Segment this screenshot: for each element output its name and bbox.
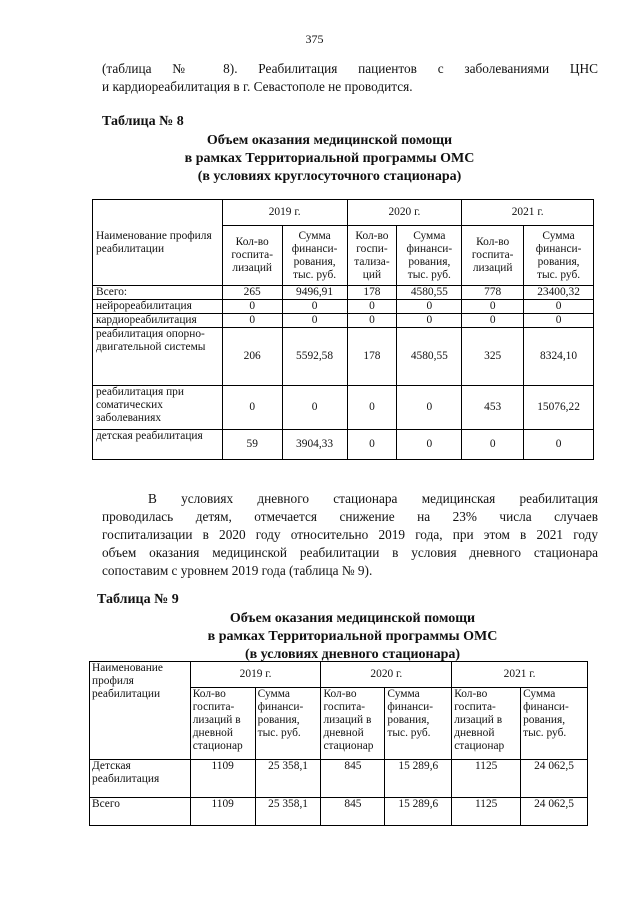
table9-col-count-2020: Кол-во госпита-лизаций в дневной стационар <box>321 688 385 760</box>
table-row: реабилитация при соматических заболеваниях 0 0 0 0 453 15076,22 <box>93 386 594 430</box>
table8-col-count-2019: Кол-во госпита-лизаций <box>222 226 282 286</box>
table9-year-2020: 2020 г. <box>321 662 452 688</box>
table-row: нейрореабилитация 0 0 0 0 0 0 <box>93 300 594 314</box>
intro-line-1: (таблица № 8). Реабилитация пациентов с заболеваниями ЦНС <box>102 61 598 76</box>
table9-year-2019: 2019 г. <box>190 662 321 688</box>
table9-label: Таблица № 9 <box>97 592 179 607</box>
table8-year-2019: 2019 г. <box>222 200 347 226</box>
middle-line-5: сопоставим с уровнем 2019 года (таблица № 9). <box>102 563 373 578</box>
table9-year-2021: 2021 г. <box>452 662 588 688</box>
table8-year-2021: 2021 г. <box>462 200 594 226</box>
table9-col-count-2019: Кол-во госпита-лизаций в дневной стационар <box>190 688 255 760</box>
table9-header-name: Наименование профиля реабилитации <box>90 662 191 760</box>
table-row: реабилитация опорно-двигательной системы 206 5592,58 178 4580,55 325 8324,10 <box>93 328 594 386</box>
table8-col-sum-2019: Сумма финанси-рования, тыс. руб. <box>282 226 347 286</box>
middle-line-1: В условиях дневного стационара медицинская реабилитация <box>148 491 599 506</box>
table8-title: Объем оказания медицинской помощи в рамках Территориальной программы ОМС (в условиях круглосуточного стационара) <box>184 133 475 184</box>
table8-col-sum-2021: Сумма финанси-рования, тыс. руб. <box>524 226 594 286</box>
middle-line-2: проводилась детям, отмечается снижение на 23% числа случаев <box>102 509 599 524</box>
table8 <box>92 199 594 460</box>
intro-paragraph <box>102 60 598 96</box>
table-row: детская реабилитация 59 3904,33 0 0 0 0 <box>93 430 594 460</box>
table-row: Всего 1109 25 358,1 845 15 289,6 1125 24 062,5 <box>90 798 588 826</box>
table-row: кардиореабилитация 0 0 0 0 0 0 <box>93 314 594 328</box>
table8-col-count-2021: Кол-во госпита-лизаций <box>462 226 524 286</box>
middle-line-3: госпитализации в 2020 году относительно 2019 года, при этом в 2021 году <box>102 527 599 542</box>
table8-header-name: Наименование профиля реабилитации <box>93 200 223 286</box>
table9 <box>89 661 588 826</box>
middle-paragraph <box>102 490 598 580</box>
table9-col-sum-2021: Сумма финанси-рования, тыс. руб. <box>521 688 588 760</box>
table9-col-sum-2019: Сумма финанси-рования, тыс. руб. <box>255 688 321 760</box>
middle-line-4: объем оказания медицинской реабилитации в условия дневного стационара <box>102 545 599 560</box>
table8-label: Таблица № 8 <box>102 114 184 129</box>
table8-col-count-2020: Кол-во госпи-тализа-ций <box>347 226 397 286</box>
table9-col-sum-2020: Сумма финанси-рования, тыс. руб. <box>385 688 452 760</box>
table9-col-count-2021: Кол-во госпита-лизаций в дневной стационар <box>452 688 521 760</box>
page-number: 375 <box>305 32 324 46</box>
table9-title: Объем оказания медицинской помощи в рамках Территориальной программы ОМС (в условиях дневного стационара) <box>207 611 498 662</box>
table8-year-2020: 2020 г. <box>347 200 462 226</box>
table-row: Всего: 265 9496,91 178 4580,55 778 23400,32 <box>93 286 594 300</box>
intro-line-2: и кардиореабилитация в г. Севастополе не проводится. <box>102 79 413 94</box>
table8-col-sum-2020: Сумма финанси-рования, тыс. руб. <box>397 226 462 286</box>
table-row: Детская реабилитация 1109 25 358,1 845 15 289,6 1125 24 062,5 <box>90 760 588 798</box>
